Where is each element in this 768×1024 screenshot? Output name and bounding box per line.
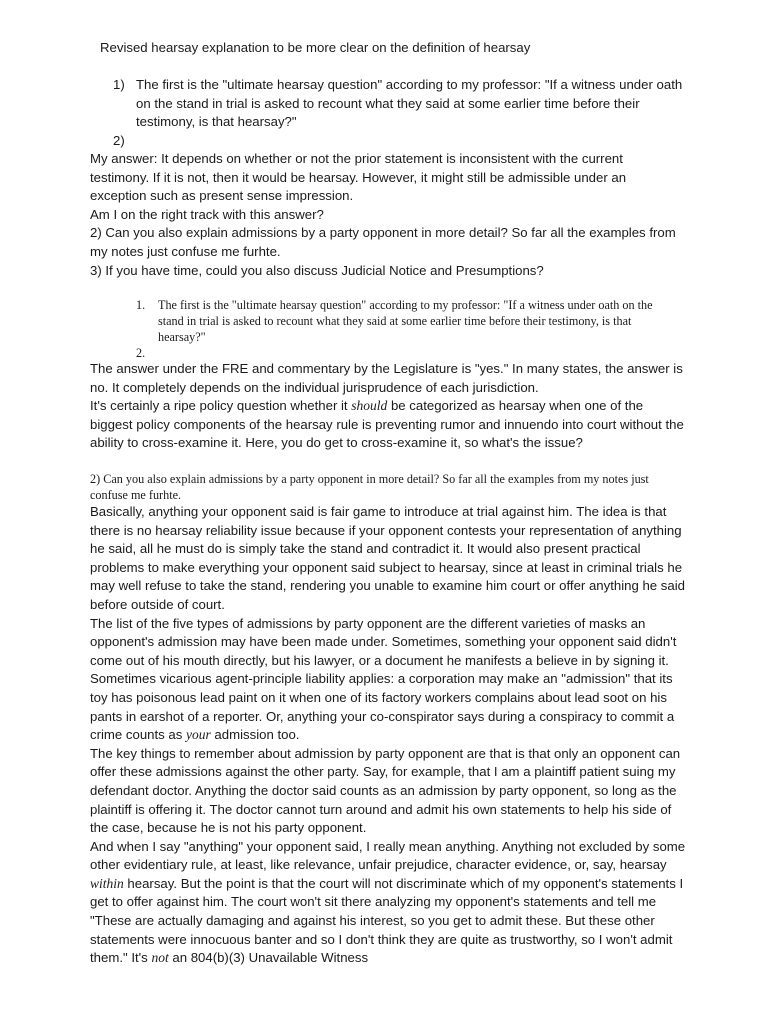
text-run: It's certainly a ripe policy question whether it <box>90 398 352 414</box>
paragraph: My answer: It depends on whether or not the prior statement is inconsistent with the current testimony. If it is not, then it would be hearsay. However, it might still be admissible under an exception such as present sense impression. <box>90 151 627 204</box>
list-marker: 2) <box>113 132 125 148</box>
emphasis: within <box>90 875 124 891</box>
list-item <box>136 297 666 345</box>
list-item-text <box>136 132 683 151</box>
my-answer-section <box>90 150 680 280</box>
emphasis: your <box>186 727 211 743</box>
paragraph: Am I on the right track with this answer? <box>90 206 324 222</box>
question-list <box>113 76 683 150</box>
quoted-question-2: 2) Can you also explain admissions by a party opponent in more detail? So far all the examples from my notes just confuse me furhte. <box>90 472 649 502</box>
emphasis: not <box>151 950 169 966</box>
text-run: admission too. <box>210 727 300 743</box>
list-item-text: The first is the "ultimate hearsay question" according to my professor: "If a witness under oath on the stand in trial is asked to recount what they said at some earlier time before their testimony, is that hearsay?" <box>158 298 653 344</box>
list-item <box>113 76 683 132</box>
text-run: be categorized as hearsay when one of the biggest policy components of the hearsay rule is preventing rumor and innuendo into court without the ability to cross-examine it. Here, you do get to cross-examine it, so what's the issue? <box>90 398 684 451</box>
emphasis: should <box>351 398 388 414</box>
paragraph: Basically, anything your opponent said is fair game to introduce at trial against him. The idea is that there is no hearsay reliability issue because if your opponent contests your representation of anything he said, all he must do is simply take the stand and contradict it. It would also present practical problems to make everything your opponent said subject to hearsay, since at least in criminal trials he may well refuse to take the stand, rendering you unable to examine him court or offer anything he said before outside of court. <box>90 504 686 612</box>
paragraph: 2) Can you also explain admissions by a party opponent in more detail? So far all the examples from my notes just confuse me furhte. <box>90 225 676 259</box>
list-item-text: The first is the "ultimate hearsay question" according to my professor: "If a witness under oath on the stand in trial is asked to recount what they said at some earlier time before their testimony, is that hearsay?" <box>136 77 683 130</box>
reply-section-1 <box>90 360 688 453</box>
text-run: hearsay. But the point is that the court will not discriminate which of my opponent's statements I get to offer against him. The court won't sit there analyzing my opponent's statements and tell me "These are actually damaging and against his interest, so you get to admit these. But these other statements were innocuous banter and so I don't think they are quite as trustworthy, so I won't admit them." It's <box>90 875 684 966</box>
quoted-question-list <box>136 297 666 361</box>
paragraph: The key things to remember about admission by party opponent are that is that only an opponent can offer these admissions against the other party. Say, for example, that I am a plaintiff patient suing my defendant doctor. Anything the doctor said counts as an admission by party opponent, so long as the plaintiff is offering it. The doctor cannot turn around and admit his own statements to help his side of the case, because he is not his party opponent. <box>90 745 681 836</box>
text-run: an 804(b)(3) Unavailable Witness <box>168 950 369 966</box>
list-marker: 1) <box>113 77 125 92</box>
list-item-text <box>158 345 666 361</box>
list-marker: 2. <box>136 346 146 360</box>
list-item <box>113 132 683 151</box>
paragraph: The answer under the FRE and commentary by the Legislature is "yes." In many states, the answer is no. It completely depends on the individual jurisprudence of each jurisdiction. <box>90 361 683 395</box>
paragraph <box>90 615 688 745</box>
paragraph <box>90 397 688 453</box>
list-marker: 1. <box>136 298 146 312</box>
list-item <box>136 345 666 361</box>
text-run: The list of the five types of admissions by party opponent are the different varieties of masks an opponent's admission may have been made under. Sometimes, something your opponent said didn't come out of his mouth directly, but his lawyer, or a document he manifests a believe in by signing it. Sometimes vicarious agent-principle liability applies: a corporation may make an "admission" that its toy has poisonous lead paint on it when one of its factory workers complains about lead soot on his pants in earshot of a reporter. Or, anything your co-conspirator says during a conspiracy to commit a crime counts as <box>90 615 677 743</box>
paragraph: 3) If you have time, could you also discuss Judicial Notice and Presumptions? <box>90 262 544 278</box>
paragraph <box>90 838 688 968</box>
reply-section-2 <box>90 503 688 968</box>
document-title: Revised hearsay explanation to be more clear on the definition of hearsay <box>100 40 531 55</box>
text-run: And when I say "anything" your opponent said, I really mean anything. Anything not excluded by some other evidentiary rule, at least, like relevance, unfair prejudice, character evidence, or, say, hearsay <box>90 838 686 873</box>
